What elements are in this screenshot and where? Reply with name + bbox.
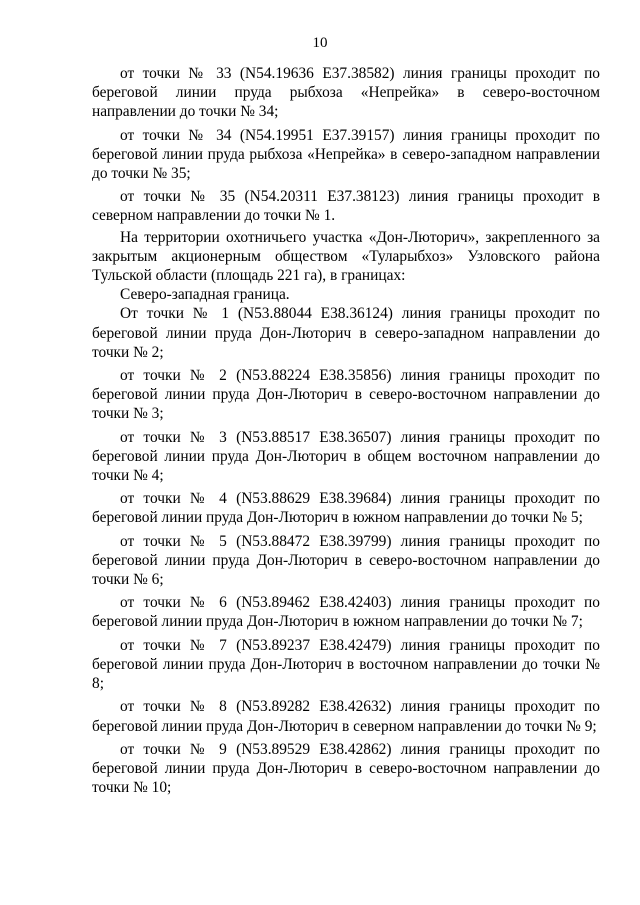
document-paragraph: от точки № 9 (N53.89529 E38.42862) линия границы проходит по береговой линии пруда Дон-Лютоpич в северо-восточном направлении до точки № 10;: [92, 740, 600, 797]
document-paragraph: от точки № 8 (N53.89282 E38.42632) линия границы проходит по береговой линии пруда Дон-Лютоpич в северном направлении до точки № 9;: [92, 698, 600, 735]
page-number: 10: [312, 35, 328, 51]
document-paragraph: от точки № 5 (N53.88472 E38.39799) линия границы проходит по береговой линии пруда Дон-Лютоpич в северо-восточном направлении до точки № 6;: [92, 532, 600, 589]
document-paragraph: от точки № 33 (N54.19636 E37.38582) линия границы проходит по береговой линии пруда рыбхоза «Непрейка» в северо-восточном направлении до точки № 34;: [92, 65, 600, 121]
document-paragraph: от точки № 6 (N53.89462 E38.42403) линия границы проходит по береговой линии пруда Дон-Лютоpич в южном направлении до точки № 7;: [92, 594, 600, 631]
document-body: [92, 64, 600, 797]
document-paragraph: от точки № 35 (N54.20311 E37.38123) линия границы проходит в северном направлении до точки № 1.: [92, 188, 600, 225]
document-paragraph: от точки № 7 (N53.89237 E38.42479) линия границы проходит по береговой линии пруда Дон-Лютоpич в восточном направлении до точки № 8;: [92, 636, 600, 693]
document-paragraph: На территории охотничьего участка «Дон-Лютоpич», закрепленного за закрытым акционерным обществом «Туларыбхоз» Узловского района Тульской области (площадь 221 га), в границах:: [92, 228, 600, 285]
document-paragraph: от точки № 4 (N53.88629 E38.39684) линия границы проходит по береговой линии пруда Дон-Лютоpич в южном направлении до точки № 5;: [92, 490, 600, 527]
document-paragraph: От точки № 1 (N53.88044 E38.36124) линия границы проходит по береговой линии пруда Дон-Лютоpич в северо-западном направлении до точки № 2;: [92, 305, 600, 361]
document-paragraph: от точки № 2 (N53.88224 E38.35856) линия границы проходит по береговой линии пруда Дон-Лютоpич в северо-восточном направлении до точки № 3;: [92, 367, 600, 423]
document-paragraph: от точки № 34 (N54.19951 E37.39157) линия границы проходит по береговой линии пруда рыбхоза «Непрейка» в северо-западном направлении до точки № 35;: [92, 126, 600, 183]
document-paragraph: Северо-западная граница.: [120, 286, 290, 304]
document-paragraph: от точки № 3 (N53.88517 E38.36507) линия границы проходит по береговой линии пруда Дон-Лютоpич в общем восточном направлении до точки № 4;: [92, 428, 600, 485]
